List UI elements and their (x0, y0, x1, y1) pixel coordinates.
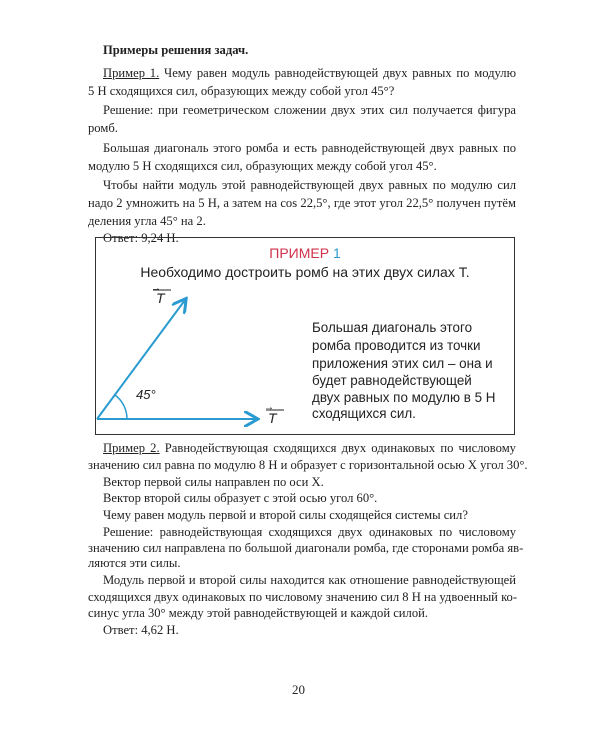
vector-label-top: T (156, 290, 165, 306)
paragraph-line: 5 Н сходящихся сил, образующих между собой угол 45°? (88, 84, 395, 98)
paragraph-line: Вектор первой силы направлен по оси Х. (103, 475, 324, 489)
paragraph-line: Решение: равнодействующая сходящихся двух одинаковых по числовому (103, 525, 516, 539)
paragraph-line: ляются эти силы. (88, 556, 181, 570)
paragraph-line: Пример 1. Чему равен модуль равнодействующей двух равных по модулю (103, 66, 516, 80)
answer-2: Ответ: 4,62 Н. (103, 623, 179, 637)
example-figure (95, 237, 515, 435)
figure-subtitle: Необходимо достроить ромб на этих двух силах Т. (140, 264, 470, 280)
paragraph-line: сходящихся двух одинаковых по числовому значению сил 8 Н на удвоенный ко- (88, 590, 518, 604)
section-heading: Примеры решения задач. (103, 43, 249, 57)
angle-label: 45° (136, 387, 156, 402)
paragraph-line: Чтобы найти модуль этой равнодействующей двух равных по модулю сил (103, 178, 516, 192)
angle-arc (115, 395, 127, 419)
figure-text-line: сходящихся сил. (312, 406, 416, 421)
figure-text-line: двух равных по модулю в 5 Н (312, 390, 496, 405)
paragraph-line: значению сил направлена по большой диагонали ромба, где сторонами ромба яв- (88, 541, 524, 555)
paragraph-line: Вектор второй силы образует с этой осью угол 60°. (103, 491, 378, 505)
figure-text-line: будет равнодействующей (312, 373, 472, 388)
paragraph-line: Модуль первой и второй силы находится как отношение равнодействующей (103, 573, 516, 587)
example-1-label: Пример 1. (103, 66, 160, 80)
figure-text-line: приложения этих сил – она и (312, 356, 493, 371)
paragraph-line: деления угла 45° на 2. (88, 214, 206, 228)
paragraph-line: ромб. (88, 121, 118, 135)
vector-arrow-icon: → (264, 402, 274, 413)
figure-text-line: ромба проводится из точки (312, 338, 481, 353)
paragraph-line: Большая диагональ этого ромба и есть равнодействующей двух равных по (103, 141, 516, 155)
paragraph-line: Чему равен модуль первой и второй силы сходящейся системы сил? (103, 508, 468, 522)
vector-label-right: T (268, 410, 277, 426)
vector-arrow-icon: → (151, 283, 161, 294)
paragraph-line: надо 2 умножить на 5 Н, а затем на cos 22,5°, где этот угол 22,5° получен путём (88, 196, 516, 210)
answer-1: Ответ: 9,24 Н. (103, 231, 179, 245)
paragraph-line: значению сил равна по модулю 8 Н и образует с горизонтальной осью Х угол 30°. (88, 458, 528, 472)
paragraph-line: модулю 5 Н сходящихся сил, образующих между собой угол 45°. (88, 159, 437, 173)
paragraph-line: синус угла 30° между этой равнодействующей и каждой силой. (88, 606, 428, 620)
figure-title: ПРИМЕР 1 (269, 245, 341, 261)
paragraph-line: Решение: при геометрическом сложении двух этих сил получается фигура (103, 103, 516, 117)
example-2-label: Пример 2. (103, 441, 160, 455)
figure-text-line: Большая диагональ этого (312, 320, 473, 335)
page-number: 20 (292, 682, 305, 697)
paragraph-line: Пример 2. Равнодействующая сходящихся двух одинаковых по числовому (103, 441, 516, 455)
